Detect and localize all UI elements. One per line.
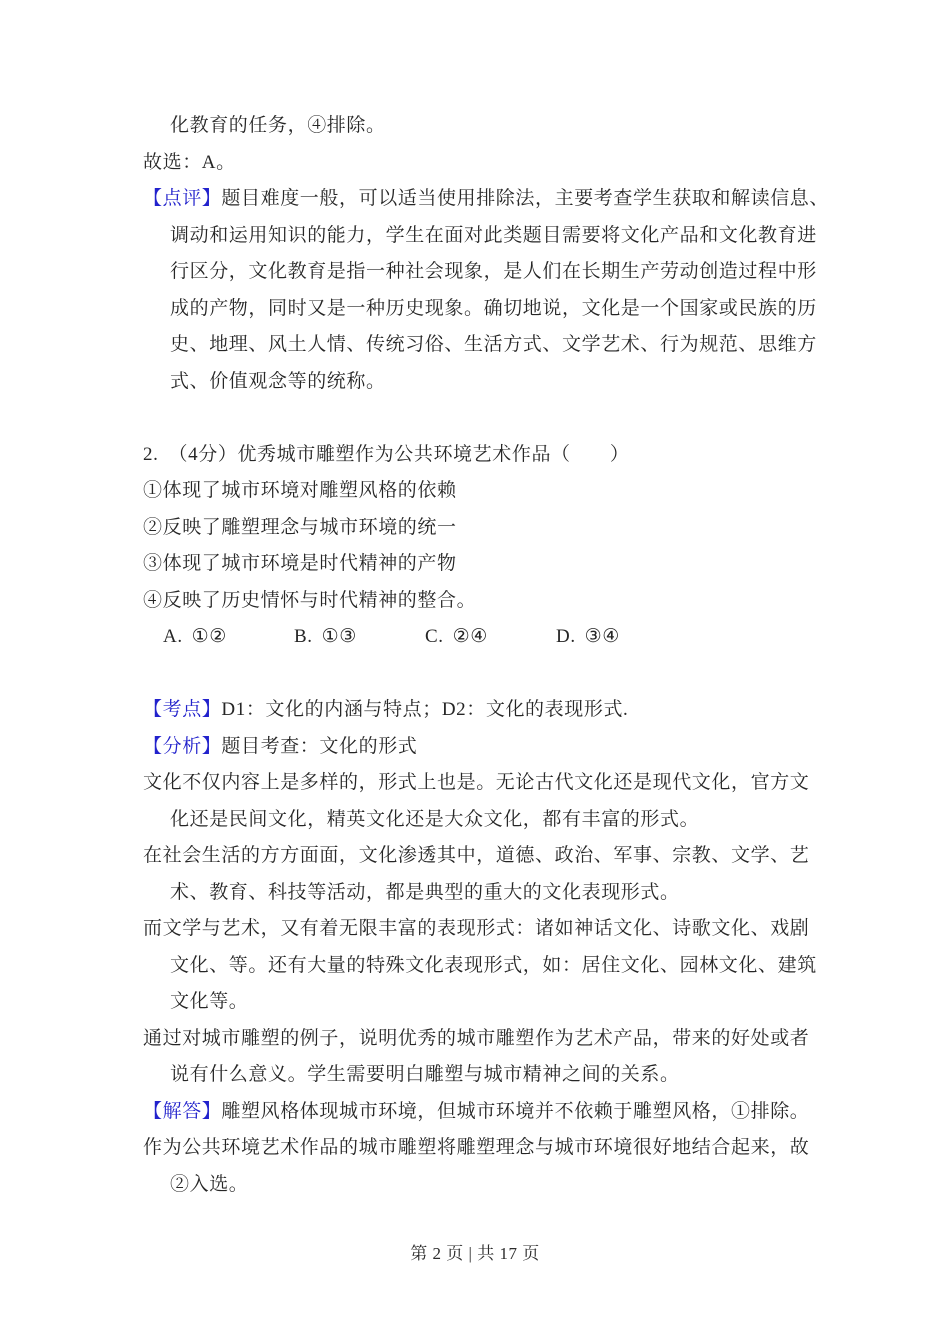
line-text: 文化不仅内容上是多样的，形式上也是。无论古代文化还是现代文化，官方文 [143, 772, 810, 793]
blank-line [143, 656, 915, 693]
text-line [143, 437, 915, 474]
answer-option-c [425, 619, 556, 656]
line-text: ①体现了城市环境对雕塑风格的依赖 [143, 480, 457, 501]
text-line [143, 364, 915, 401]
line-text: 题目考查：文化的形式 [221, 735, 418, 757]
page-number: 第 2 页 | 共 17 页 [410, 1244, 540, 1263]
text-line [143, 181, 915, 218]
text-line [143, 291, 915, 328]
answer-option-d [556, 619, 620, 656]
line-text: 化教育的任务，④排除。 [170, 115, 386, 136]
option-key: D. [556, 626, 576, 647]
text-line [143, 1167, 915, 1204]
text-line [143, 911, 915, 948]
options-row [143, 619, 915, 656]
page-footer [0, 1242, 950, 1266]
line-text: ④反映了历史情怀与时代精神的整合。 [143, 589, 477, 611]
line-text: 化还是民间文化，精英文化还是大众文化，都有丰富的形式。 [170, 808, 700, 830]
answer-option-a [163, 619, 294, 656]
line-text: 雕塑风格体现城市环境，但城市环境并不依赖于雕塑风格，①排除。 [221, 1100, 810, 1122]
line-text: 而文学与艺术，又有着无限丰富的表现形式：诸如神话文化、诗歌文化、戏剧 [143, 918, 810, 939]
text-line [143, 1021, 915, 1058]
line-text: 说有什么意义。学生需要明白雕塑与城市精神之间的关系。 [170, 1064, 680, 1085]
line-text: 调动和运用知识的能力，学生在面对此类题目需要将文化产品和文化教育进 [170, 224, 817, 246]
option-value: ②④ [452, 626, 488, 647]
line-text: 作为公共环境艺术作品的城市雕塑将雕塑理念与城市环境很好地结合起来，故 [143, 1137, 810, 1158]
option-key: B. [294, 626, 313, 647]
answer-option-b [294, 619, 425, 656]
text-line [143, 802, 915, 839]
line-text: ③体现了城市环境是时代精神的产物 [143, 553, 457, 574]
text-line [143, 254, 915, 291]
line-text: 2. （4分）优秀城市雕塑作为公共环境艺术作品（ ） [143, 443, 630, 465]
line-text: 行区分，文化教育是指一种社会现象，是人们在长期生产劳动创造过程中形 [170, 261, 817, 282]
line-text: ②入选。 [170, 1173, 249, 1195]
text-line [143, 1057, 915, 1094]
section-label: 【点评】 [143, 188, 222, 209]
line-text: 史、地理、风土人情、传统习俗、生活方式、文学艺术、行为规范、思维方 [170, 334, 817, 355]
text-line [143, 875, 915, 912]
text-line [143, 218, 915, 255]
line-text: 文化、等。还有大量的特殊文化表现形式，如：居住文化、园林文化、建筑 [170, 954, 817, 976]
text-line [143, 729, 915, 766]
text-line [143, 765, 915, 802]
text-line [143, 838, 915, 875]
option-value: ①② [191, 626, 227, 647]
text-line [143, 1130, 915, 1167]
line-text: ②反映了雕塑理念与城市环境的统一 [143, 516, 457, 538]
line-text: 题目难度一般，可以适当使用排除法，主要考查学生获取和解读信息、 [221, 188, 830, 209]
line-text: 通过对城市雕塑的例子，说明优秀的城市雕塑作为艺术产品，带来的好处或者 [143, 1027, 810, 1049]
line-text: 术、教育、科技等活动，都是典型的重大的文化表现形式。 [170, 881, 680, 903]
line-text: 故选：A。 [143, 151, 236, 173]
section-label: 【分析】 [143, 735, 222, 757]
option-value: ①③ [321, 626, 357, 647]
line-text: 文化等。 [170, 991, 249, 1012]
line-text: D1：文化的内涵与特点；D2：文化的表现形式. [221, 699, 629, 720]
text-line [143, 692, 915, 729]
text-line [143, 327, 915, 364]
text-line [143, 984, 915, 1021]
option-value: ③④ [584, 626, 620, 647]
page-body [143, 108, 915, 1203]
line-text: 在社会生活的方方面面，文化渗透其中，道德、政治、军事、宗教、文学、艺 [143, 845, 810, 866]
text-line [143, 510, 915, 547]
text-line [143, 108, 915, 145]
blank-line [143, 400, 915, 437]
text-line [143, 145, 915, 182]
line-text: 成的产物，同时又是一种历史现象。确切地说，文化是一个国家或民族的历 [170, 297, 817, 319]
text-line [143, 546, 915, 583]
section-label: 【解答】 [143, 1100, 222, 1122]
section-label: 【考点】 [143, 699, 222, 720]
text-line [143, 583, 915, 620]
text-line [143, 473, 915, 510]
line-text: 式、价值观念等的统称。 [170, 370, 386, 392]
option-key: C. [425, 626, 444, 647]
text-line [143, 1094, 915, 1131]
text-line [143, 948, 915, 985]
option-key: A. [163, 626, 183, 647]
